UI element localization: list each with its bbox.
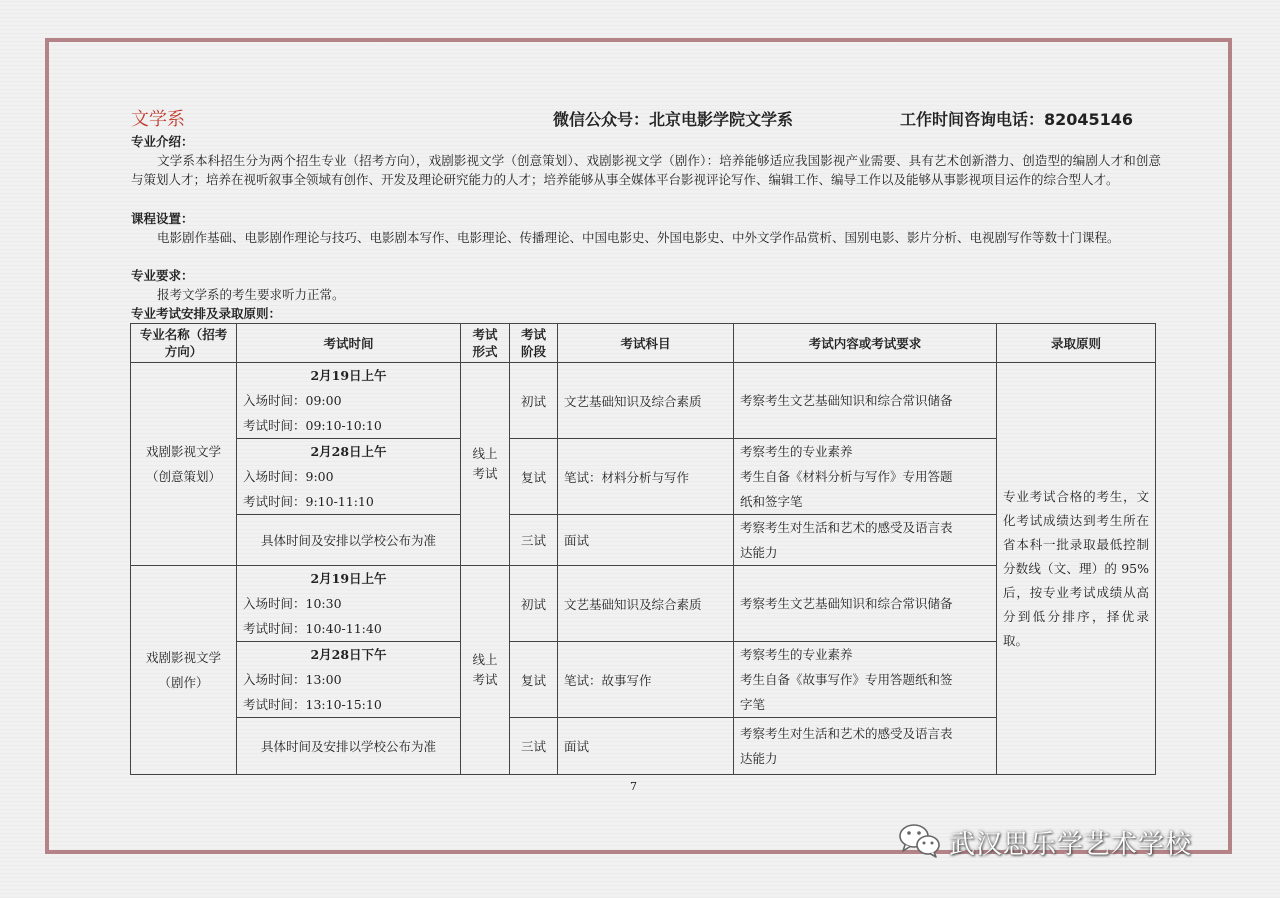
header-stage: 考试阶段 [510,324,558,363]
exam-stage-cell: 复试 [510,642,558,718]
exam-content-cell: 考察考生对生活和艺术的感受及语言表 达能力 [734,718,997,775]
exam-arrangement-heading: 专业考试安排及录取原则： [131,306,282,321]
exam-subject-cell: 面试 [558,515,734,566]
exam-subject-cell: 笔试：材料分析与写作 [558,439,734,515]
header-major: 专业名称（招考方向） [131,324,237,363]
header-time: 考试时间 [237,324,461,363]
intro-heading: 专业介绍： [131,134,194,149]
exam-content-cell: 考察考生文艺基础知识和综合常识储备 [734,363,997,439]
exam-time-note-cell: 具体时间及安排以学校公布为准 [237,515,461,566]
exam-content-cell: 考察考生的专业素养 考生自备《材料分析与写作》专用答题 纸和签字笔 [734,439,997,515]
requirement-paragraph: 报考文学系的考生要求听力正常。 [157,287,345,302]
exam-stage-cell: 初试 [510,566,558,642]
major-name-cell: 戏剧影视文学 （剧作） [131,566,237,775]
exam-stage-cell: 三试 [510,718,558,775]
header-subject: 考试科目 [558,324,734,363]
table-row [131,363,1156,439]
major-name-cell: 戏剧影视文学 （创意策划） [131,363,237,566]
exam-subject-cell: 面试 [558,718,734,775]
header-admission: 录取原则 [997,324,1156,363]
exam-subject-cell: 文艺基础知识及综合素质 [558,363,734,439]
table-header-row [131,324,1156,363]
department-title: 文学系 [131,109,185,130]
wechat-account: 微信公众号：北京电影学院文学系 [553,110,794,129]
exam-subject-cell: 文艺基础知识及综合素质 [558,566,734,642]
header-form: 考试形式 [461,324,510,363]
exam-stage-cell: 初试 [510,363,558,439]
intro-paragraph: 文学系本科招生分为两个招生专业（招考方向），戏剧影视文学（创意策划）、戏剧影视文学（剧作）：培养能够适应我国影视产业需要、具有艺术创新潜力、创造型的编剧人才和创意与策划人才；培养在视听叙事全领域有创作、开发及理论研究能力的人才；培养能够从事全媒体平台影视评论写作、编辑工作、编导工作以及能够从事影视项目运作的综合型人才。 [131,153,1161,187]
wechat-logo-icon [897,821,943,863]
admission-principle-cell: 专业考试合格的考生，文化考试成绩达到考生所在省本科一批录取最低控制分数线（文、理）的 95%后，按专业考试成绩从高分到低分排序，择优录取。 [997,363,1156,775]
course-heading: 课程设置： [131,211,194,226]
exam-time-cell: 2月19日上午 入场时间：09:00 考试时间：09:10-10:10 [237,363,461,439]
exam-content-cell: 考察考生对生活和艺术的感受及语言表 达能力 [734,515,997,566]
page-number: 7 [630,780,637,793]
course-paragraph: 电影剧作基础、电影剧作理论与技巧、电影剧本写作、电影理论、传播理论、中国电影史、外国电影史、中外文学作品赏析、国别电影、影片分析、电视剧写作等数十门课程。 [157,230,1120,245]
watermark [897,822,1192,862]
header-content: 考试内容或考试要求 [734,324,997,363]
exam-time-cell: 2月19日上午 入场时间：10:30 考试时间：10:40-11:40 [237,566,461,642]
exam-time-cell: 2月28日下午 入场时间：13:00 考试时间：13:10-15:10 [237,642,461,718]
exam-schedule-table [130,323,1156,775]
exam-content-cell: 考察考生的专业素养 考生自备《故事写作》专用答题纸和签 字笔 [734,642,997,718]
exam-stage-cell: 复试 [510,439,558,515]
exam-time-note-cell: 具体时间及安排以学校公布为准 [237,718,461,775]
exam-stage-cell: 三试 [510,515,558,566]
requirement-heading: 专业要求： [131,268,194,283]
exam-form-cell: 线上考试 [461,363,510,566]
contact-phone: 工作时间咨询电话：82045146 [900,110,1134,129]
exam-form-cell: 线上考试 [461,566,510,775]
exam-subject-cell: 笔试：故事写作 [558,642,734,718]
exam-content-cell: 考察考生文艺基础知识和综合常识储备 [734,566,997,642]
exam-time-cell: 2月28日上午 入场时间：9:00 考试时间：9:10-11:10 [237,439,461,515]
watermark-text: 武汉思乐学艺术学校 [949,829,1193,860]
